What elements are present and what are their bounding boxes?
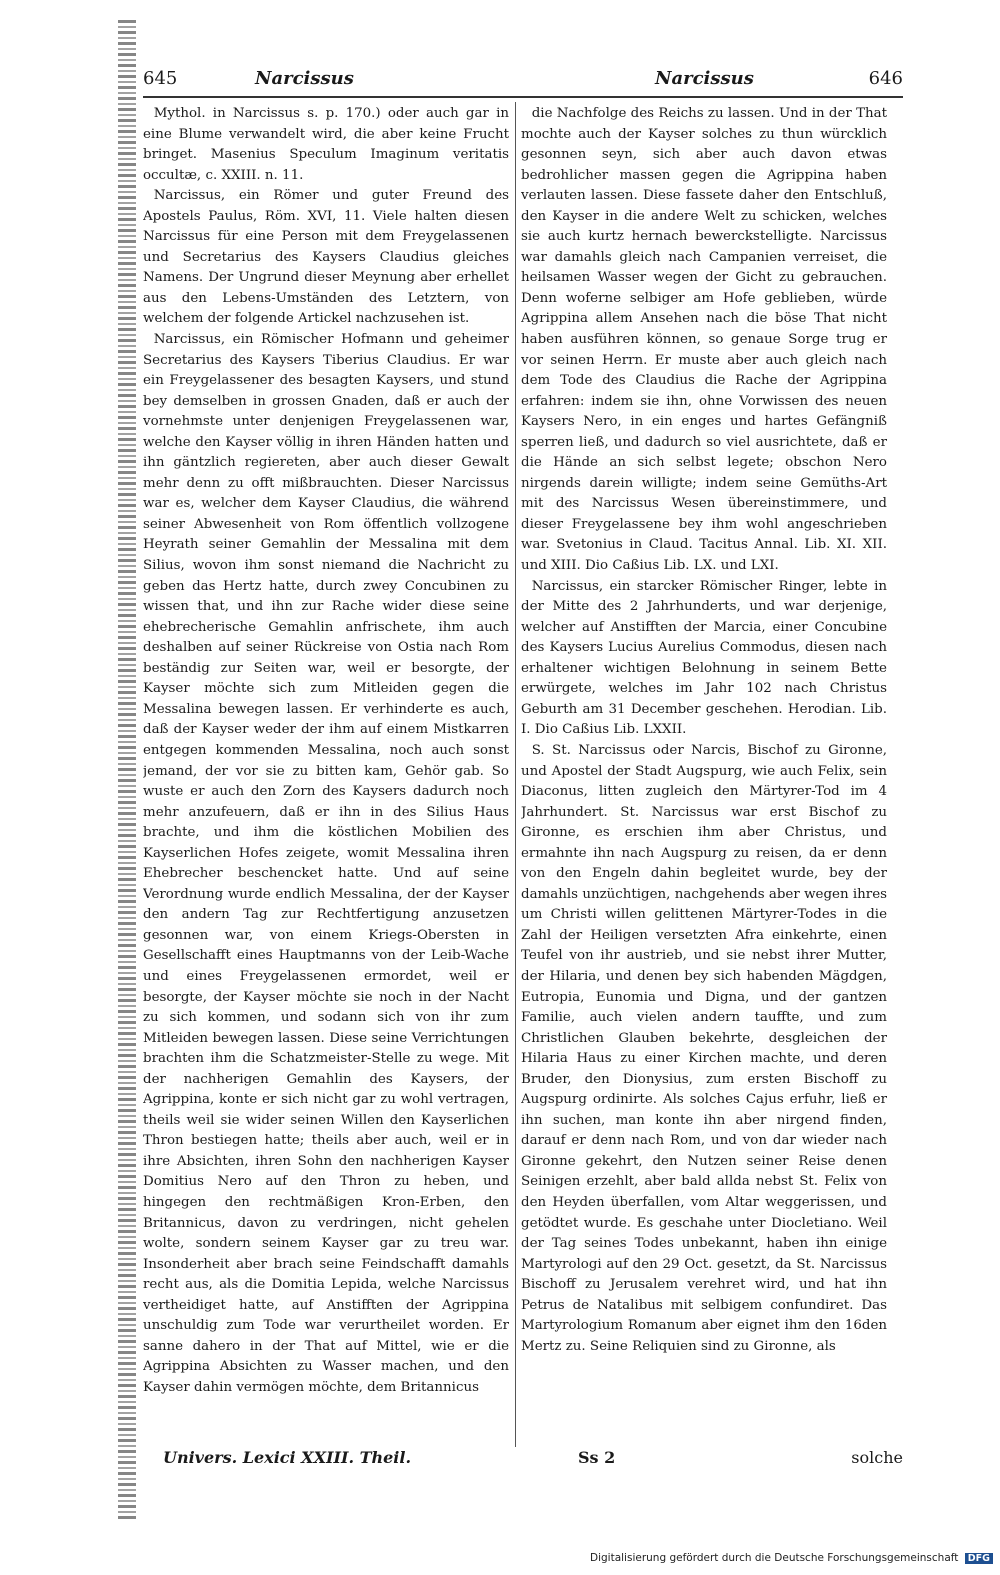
sheet-mark: Ss 2 — [578, 1448, 616, 1467]
signature-line: Univers. Lexici XXIII. Theil. — [163, 1448, 412, 1467]
dfg-logo: DFG — [965, 1553, 993, 1564]
paragraph: Narcissus, ein starcker Römischer Ringer, lebte in der Mitte des 2 Jahrhunderts, und war derjenige, welcher auf Anstifften der Marcia, einer Concubine des Kaysers Lucius Aurelius Commodus, diesen nach erhaltener wichtigen Belohnung in seinem Bette erwürgete, welches im Jahr 102 nach Christus Geburth am 31 December geschehen. Herodian. Lib. I. Dio Caßius Lib. LXXII. — [521, 578, 887, 738]
paragraph: die Nachfolge des Reichs zu lassen. Und in der That mochte auch der Kayser solches zu thun würcklich gesonnen seyn, sich aber auch davon etwas bedrohlicher massen gegen die Agrippina haben verlauten lassen. Diese fassete daher den Entschluß, den Kayser in die andere Welt zu schicken, welches sie auch kurtz hernach bewerckstelligte. Narcissus war damahls gleich nach Campanien verreiset, die heilsamen Wasser wegen der Gicht zu gebrauchen. Denn woferne selbiger am Hofe geblieben, würde Agrippina allem Ansehen nach die böse That nicht haben ausführen können, so genaue Sorge trug er vor seinen Herrn. Er muste aber auch gleich nach dem Tode des Claudius die Rache der Agrippina erfahren: indem sie ihn, ohne Vorwissen des neuen Kaysers Nero, in ein enges und hartes Gefängniß sperren ließ, und dadurch so viel ausrichtete, daß er die Hände an sich selbst legete; obschon Nero nirgends darein willigte; indem seine Gemüths-Art mit des Narcissus Wesen übereinstimmere, und dieser Freygelassene bey ihm wohl angeschrieben war. Svetonius in Claud. Tacitus Annal. Lib. XI. XII. und XIII. Dio Caßius Lib. LX. und LXI. — [521, 106, 887, 574]
page-number-left: 645 — [143, 68, 178, 89]
paragraph: Narcissus, ein Römischer Hofmann und geheimer Secretarius des Kaysers Tiberius Claudius. Er war ein Freygelassener des besagten Kaysers, und stund bey demselben in grossen Gnaden, daß er auch der vornehmste unter denjenigen Freygelassenen war, welche den Kayser völlig in ihren Händen hatten und ihn gäntzlich regiereten, aber auch dieser Gewalt mehr denn zu offt mißbrauchten. Dieser Narcissus war es, welcher dem Kayser Claudius, die während seiner Abwesenheit von Rom öffentlich vollzogene Heyrath seiner Gemahlin der Messalina mit dem Silius, wovon ihm sonst niemand die Nachricht zu geben das Hertz hatte, durch zwey Concubinen zu wissen that, und ihn zur Rache wider diese seine ehebrecherische Gemahlin anfrischete, ihm auch deshalben auf seiner Rückreise von Ostia nach Rom beständig zur Seiten war, weil er besorgte, der Kayser möchte sich zum Mitleiden gegen die Messalina bewegen lassen. Er verhinderte es auch, daß der Kayser weder der ihm auf einem Mistkarren entgegen kommenden Messalina, noch auch sonst jemand, der vor sie zu bitten kam, Gehör gab. So wuste er auch den Zorn des Kaysers dadurch noch mehr anzufeuern, daß er ihn in des Silius Haus brachte, und ihm die köstlichen Mobilien des Kayserlichen Hofes zeigete, womit Messalina ihren Ehebrecher beschencket hatte. Und auf seine Verordnung wurde endlich Messalina, der der Kayser den andern Tag zur Rechtfertigung anzusetzen gesonnen war, von einem Kriegs-Obersten in Gesellschafft eines Hauptmanns von der Leib-Wache und eines Freygelassenen ermordet, weil er besorgte, der Kayser möchte sie noch in der Nacht zu sich kommen, und sodann sich von ihr zum Mitleiden bewegen lassen. Diese seine Verrichtungen brachten ihm die Schatzmeister-Stelle zu wege. Mit der nachherigen Gemahlin des Kaysers, der Agrippina, konte er sich nicht gar zu wohl vertragen, theils weil sie wider seinen Willen den Kayserlichen Thron bestiegen hatte; theils aber auch, weil er in ihre Absichten, ihren Sohn den nachherigen Kayser Domitius Nero auf den Thron zu heben, und hingegen den rechtmäßigen Kron-Erben, den Britannicus, davon zu verdringen, nicht gehelen wolte, sondern seinem Kayser gar zu treu war. Insonderheit aber brach seine Feindschafft damahls recht aus, als die Domitia Lepida, welche Narcissus vertheidiget hatte, auf Anstifften der Agrippina unschuldig zum Tode war verurtheilet worden. Er sanne dahero in der That auf Mittel, wie er die Agrippina Absichten zu Wasser machen, und den Kayser dahin vermögen möchte, dem Britannicus — [143, 332, 509, 1395]
digitization-credit — [590, 1552, 993, 1564]
page-number-right: 646 — [868, 68, 903, 89]
paragraph: Mythol. in Narcissus s. p. 170.) oder auch gar in eine Blume verwandelt wird, die aber keine Frucht bringet. Masenius Speculum Imaginum veritatis occultæ, c. XXIII. n. 11. — [143, 106, 509, 183]
catchword: solche — [851, 1448, 903, 1467]
book-page — [143, 68, 903, 1488]
paragraph: S. St. Narcissus oder Narcis, Bischof zu Gironne, und Apostel der Stadt Augspurg, wie auch Felix, sein Diaconus, litten zugleich den Märtyrer-Tod im 4 Jahrhundert. St. Narcissus war erst Bischof zu Gironne, es erschien ihm aber Christus, und ermahnte ihn nach Augspurg zu reisen, da er denn von den Engeln dahin begleitet wurde, bey der damahls unzüchtigen, nachgehends aber wegen ihres um Christi willen gelittenen Märtyrer-Todes in die Zahl der Heiligen versetzten Afra einkehrte, einen Teufel von ihr austrieb, und sie nebst ihrer Mutter, der Hilaria, und denen bey sich habenden Mägdgen, Eutropia, Eunomia und Digna, und der gantzen Familie, auch vielen andern tauffte, und zum Christlichen Glauben bekehrte, desgleichen der Hilaria Haus zu einer Kirchen machte, und deren Bruder, den Dionysius, zum ersten Bischoff zu Augspurg ordinirte. Als solches Cajus erfuhr, ließ er ihn suchen, man konte ihn aber nirgend finden, darauf er denn nach Rom, und von dar wieder nach Gironne gekehrt, den Nutzen seiner Reise denen Seinigen erzehlt, aber bald allda nebst St. Felix von den Heyden überfallen, vom Altar weggerissen, und getödtet wurde. Es geschahe unter Diocletiano. Weil der Tag seines Todes unbekannt, haben ihn einige Martyrologi auf den 29 Oct. gesetzt, da St. Narcissus Bischoff zu Jerusalem verehret wird, und hat ihn Petrus de Natalibus mit selbigem confundiret. Das Martyrologium Romanum aber eignet ihm den 16den Mertz zu. Seine Reliquien sind zu Gironne, als — [521, 742, 887, 1354]
book-spine-edge — [118, 20, 136, 1520]
paragraph: Narcissus, ein Römer und guter Freund des Apostels Paulus, Röm. XVI, 11. Viele halten diesen Narcissus für eine Person mit dem Freygelassenen und Secretarius des Kaysers Claudius gleiches Namens. Der Ungrund dieser Meynung aber erhellet aus den Lebens-Umständen des Letztern, von welchem der folgende Artickel nachzusehen ist. — [143, 188, 509, 327]
credit-text: Digitalisierung gefördert durch die Deutsche Forschungsgemeinschaft — [590, 1552, 959, 1564]
page-footer — [143, 1448, 903, 1472]
header-rule — [143, 96, 903, 98]
right-column — [521, 104, 887, 1444]
column-divider — [515, 102, 516, 1447]
running-header — [143, 68, 903, 94]
left-column — [143, 104, 509, 1444]
running-title-right: Narcissus — [655, 68, 754, 89]
running-title-left: Narcissus — [255, 68, 354, 89]
